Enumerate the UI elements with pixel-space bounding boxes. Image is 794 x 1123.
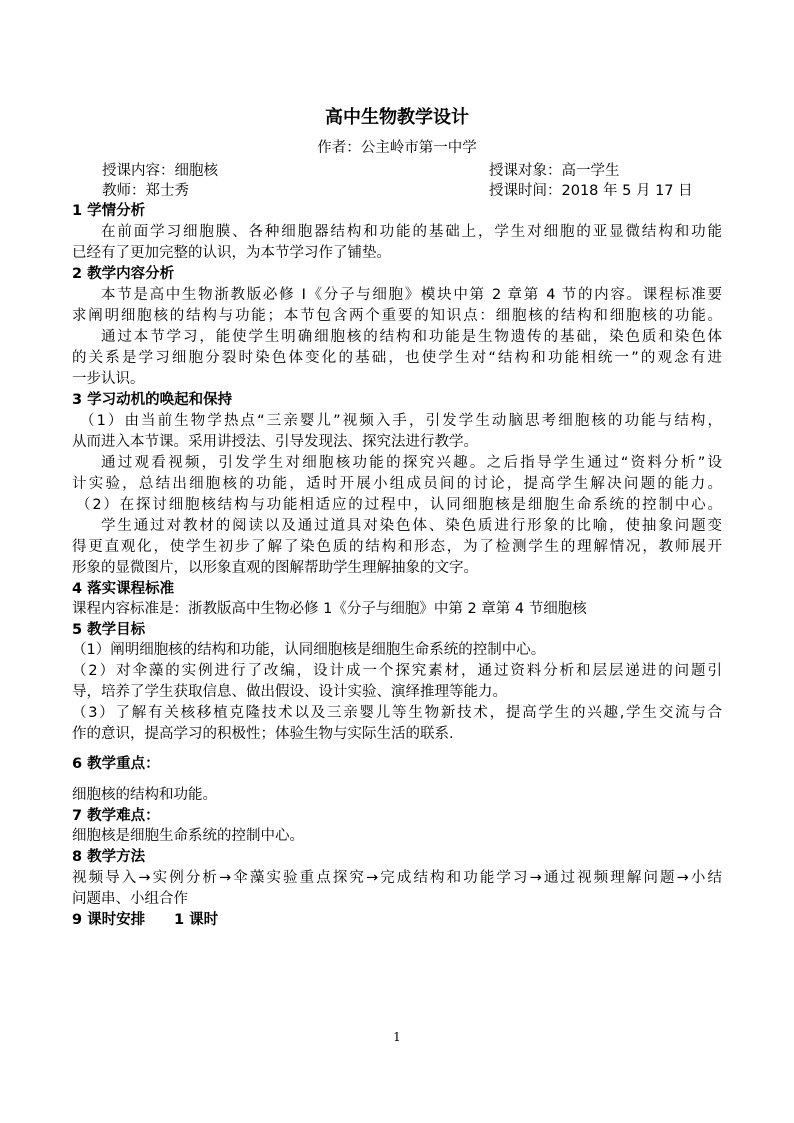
section-heading: 8 教学方法: [72, 849, 146, 865]
paragraph-line: （2）在探讨细胞核结构与功能相适应的过程中，认同细胞核是细胞生命系统的控制中心。: [76, 497, 722, 513]
paragraph-line: 计实验，总结出细胞核的功能，适时开展小组成员间的讨论，提高学生解决问题的能力。: [72, 476, 722, 492]
lesson-target-label: 授课对象：高一学生: [489, 163, 620, 179]
section-heading: 9 课时安排: [72, 912, 146, 928]
teacher-label: 教师：郑士秀: [102, 183, 189, 199]
paragraph-line: 本节是高中生物浙教版必修 I《分子与细胞》模块中第 2 章第 4 节的内容。课程标准要: [101, 287, 722, 303]
lesson-content-label: 授课内容：细胞核: [102, 163, 218, 179]
page-number: 1: [393, 1030, 401, 1044]
class-hours-value: 1 课时: [174, 912, 219, 928]
paragraph-line: 形象的显微图片，以形象直观的图解帮助学生理解抽象的文字。: [72, 560, 478, 576]
paragraph-line: 导，培养了学生获取信息、做出假设、设计实验、演绎推理等能力。: [72, 684, 507, 700]
paragraph-line: 求阐明细胞核的结构与功能；本节包含两个重要的知识点：细胞核的结构和细胞核的功能。: [72, 308, 722, 324]
paragraph-line: 在前面学习细胞膜、各种细胞器结构和功能的基础上，学生对细胞的亚显微结构和功能: [101, 224, 722, 240]
section-heading: 4 落实课程标准: [72, 581, 175, 597]
paragraph-line: 一步认识。: [72, 371, 145, 387]
section-heading: 6 教学重点：: [72, 756, 160, 772]
paragraph-line: 得更直观化，使学生初步了解了染色质的结构和形态，为了检测学生的理解情况，教师展开: [72, 539, 722, 555]
document-title: 高中生物教学设计: [325, 107, 469, 128]
paragraph-line: 通过本节学习，能使学生明确细胞核的结构和功能是生物遗传的基础，染色质和染色体: [101, 329, 722, 345]
section-heading: 2 教学内容分析: [72, 266, 175, 282]
paragraph-line: 的关系是学习细胞分裂时染色体变化的基础，也使学生对“结构和功能相统一”的观念有进: [72, 350, 722, 366]
paragraph-line: （1）阐明细胞核的结构和功能，认同细胞核是细胞生命系统的控制中心。: [72, 642, 546, 658]
paragraph-line: （2）对伞藻的实例进行了改编，设计成一个探究素材，通过资料分析和层层递进的问题引: [72, 663, 722, 679]
paragraph-line: （3）了解有关核移植克隆技术以及三亲婴儿等生物新技术，提高学生的兴趣,学生交流与合: [72, 705, 722, 721]
author-line: 作者：公主岭市第一中学: [317, 140, 477, 156]
section-heading: 1 学情分析: [72, 203, 146, 219]
paragraph-line: 从而进入本节课。采用讲授法、引导发现法、探究法进行教学。: [72, 434, 478, 450]
section-heading: 7 教学难点：: [72, 808, 160, 824]
paragraph-line: （1）由当前生物学热点“三亲婴儿”视频入手，引发学生动脑思考细胞核的功能与结构，: [80, 413, 722, 429]
paragraph-line: 细胞核是细胞生命系统的控制中心。: [72, 828, 304, 844]
paragraph-line: 视频导入→实例分析→伞藻实验重点探究→完成结构和功能学习→通过视频理解问题→小结: [72, 870, 722, 886]
paragraph-line: 问题串、小组合作: [72, 891, 188, 907]
lesson-time-label: 授课时间：2018 年 5 月 17 日: [489, 183, 693, 199]
paragraph-line: 作的意识，提高学习的积极性；体验生物与实际生活的联系.: [72, 726, 454, 742]
paragraph-line: 细胞核的结构和功能。: [72, 787, 217, 803]
section-heading: 5 教学目标: [72, 622, 146, 638]
paragraph-line: 已经有了更加完整的认识，为本节学习作了铺垫。: [72, 245, 391, 261]
section-heading: 3 学习动机的唤起和保持: [72, 392, 233, 408]
paragraph-line: 通过观看视频，引发学生对细胞核功能的探究兴趣。之后指导学生通过“资料分析”设: [101, 455, 722, 471]
paragraph-line: 学生通过对教材的阅读以及通过道具对染色体、染色质进行形象的比喻，使抽象问题变: [101, 518, 722, 534]
paragraph-line: 课程内容标准是：浙教版高中生物必修 1《分子与细胞》中第 2 章第 4 节细胞核: [72, 601, 587, 617]
